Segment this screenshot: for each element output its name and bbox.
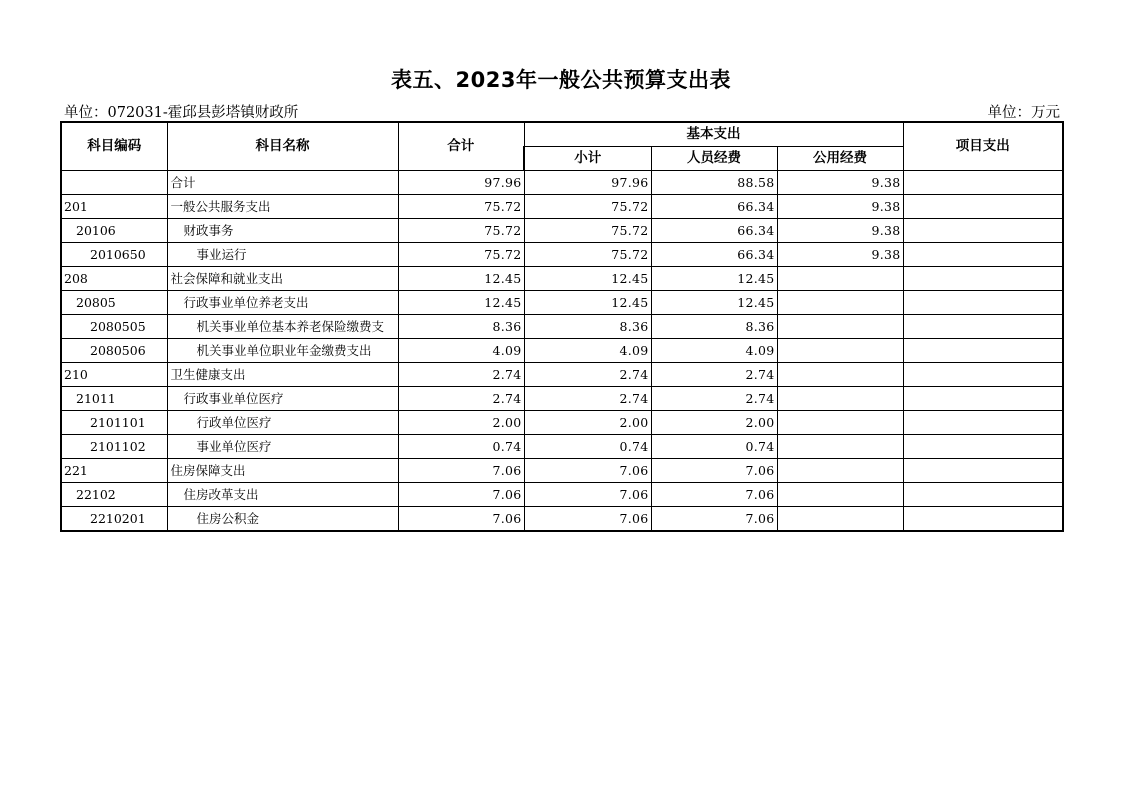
cell-code: 210 <box>61 363 167 387</box>
table-row <box>61 507 1063 532</box>
cell-code: 20805 <box>61 291 167 315</box>
cell-code: 2101102 <box>61 435 167 459</box>
table-row <box>61 291 1063 315</box>
cell-project <box>903 363 1063 387</box>
cell-code: 221 <box>61 459 167 483</box>
cell-subtotal: 97.96 <box>524 171 651 195</box>
cell-name: 住房保障支出 <box>167 459 398 483</box>
cell-subtotal: 7.06 <box>524 483 651 507</box>
cell-name: 财政事务 <box>167 219 398 243</box>
table-body <box>61 171 1063 532</box>
table-row <box>61 459 1063 483</box>
cell-total: 0.74 <box>398 435 524 459</box>
header-project: 项目支出 <box>903 122 1063 171</box>
cell-public <box>777 339 903 363</box>
page-title: 表五、2023年一般公共预算支出表 <box>391 68 731 92</box>
cell-subtotal: 8.36 <box>524 315 651 339</box>
cell-project <box>903 315 1063 339</box>
cell-subtotal: 2.00 <box>524 411 651 435</box>
cell-name: 住房改革支出 <box>167 483 398 507</box>
cell-public <box>777 459 903 483</box>
cell-total: 2.00 <box>398 411 524 435</box>
header-personnel: 人员经费 <box>651 147 777 171</box>
unit-label: 单位：072031-霍邱县彭塔镇财政所 <box>64 105 299 121</box>
cell-project <box>903 459 1063 483</box>
cell-personnel: 0.74 <box>651 435 777 459</box>
cell-public: 9.38 <box>777 171 903 195</box>
cell-code: 20106 <box>61 219 167 243</box>
cell-code: 208 <box>61 267 167 291</box>
cell-total: 75.72 <box>398 195 524 219</box>
cell-personnel: 88.58 <box>651 171 777 195</box>
cell-name: 住房公积金 <box>167 507 398 532</box>
cell-name: 行政单位医疗 <box>167 411 398 435</box>
cell-project <box>903 435 1063 459</box>
cell-code: 22102 <box>61 483 167 507</box>
cell-total: 97.96 <box>398 171 524 195</box>
cell-public <box>777 387 903 411</box>
cell-code: 201 <box>61 195 167 219</box>
cell-name: 社会保障和就业支出 <box>167 267 398 291</box>
table-row <box>61 315 1063 339</box>
cell-name: 合计 <box>167 171 398 195</box>
cell-total: 75.72 <box>398 243 524 267</box>
cell-subtotal: 2.74 <box>524 387 651 411</box>
header-public: 公用经费 <box>777 147 903 171</box>
table-row <box>61 243 1063 267</box>
cell-public <box>777 363 903 387</box>
cell-public: 9.38 <box>777 219 903 243</box>
cell-code: 2101101 <box>61 411 167 435</box>
cell-personnel: 66.34 <box>651 219 777 243</box>
cell-public <box>777 483 903 507</box>
cell-public: 9.38 <box>777 195 903 219</box>
cell-code: 2210201 <box>61 507 167 532</box>
cell-public <box>777 291 903 315</box>
cell-code: 2080505 <box>61 315 167 339</box>
header-name: 科目名称 <box>167 122 398 171</box>
header-basic: 基本支出 <box>524 122 903 147</box>
cell-name: 行政事业单位养老支出 <box>167 291 398 315</box>
table-row <box>61 363 1063 387</box>
cell-personnel: 7.06 <box>651 483 777 507</box>
cell-personnel: 2.00 <box>651 411 777 435</box>
cell-total: 4.09 <box>398 339 524 363</box>
cell-code: 2080506 <box>61 339 167 363</box>
cell-project <box>903 267 1063 291</box>
cell-total: 7.06 <box>398 483 524 507</box>
cell-total: 2.74 <box>398 363 524 387</box>
cell-project <box>903 219 1063 243</box>
cell-personnel: 7.06 <box>651 507 777 532</box>
header-total: 合计 <box>398 122 524 171</box>
cell-personnel: 66.34 <box>651 243 777 267</box>
cell-name: 事业单位医疗 <box>167 435 398 459</box>
table-row <box>61 483 1063 507</box>
cell-name: 卫生健康支出 <box>167 363 398 387</box>
cell-subtotal: 12.45 <box>524 291 651 315</box>
table-row <box>61 411 1063 435</box>
table-row <box>61 387 1063 411</box>
cell-personnel: 4.09 <box>651 339 777 363</box>
cell-subtotal: 2.74 <box>524 363 651 387</box>
cell-subtotal: 7.06 <box>524 507 651 532</box>
cell-project <box>903 243 1063 267</box>
cell-personnel: 8.36 <box>651 315 777 339</box>
cell-project <box>903 195 1063 219</box>
cell-public <box>777 435 903 459</box>
cell-project <box>903 507 1063 532</box>
table-row <box>61 267 1063 291</box>
budget-table <box>60 121 1064 532</box>
cell-public <box>777 507 903 532</box>
cell-subtotal: 75.72 <box>524 219 651 243</box>
cell-project <box>903 171 1063 195</box>
cell-subtotal: 75.72 <box>524 243 651 267</box>
currency-unit-label: 单位：万元 <box>987 105 1060 121</box>
header-subtotal: 小计 <box>524 147 651 171</box>
cell-total: 12.45 <box>398 291 524 315</box>
cell-code: 2010650 <box>61 243 167 267</box>
cell-name: 事业运行 <box>167 243 398 267</box>
cell-project <box>903 339 1063 363</box>
cell-public <box>777 315 903 339</box>
cell-total: 75.72 <box>398 219 524 243</box>
cell-name: 机关事业单位职业年金缴费支出 <box>167 339 398 363</box>
cell-code: 21011 <box>61 387 167 411</box>
cell-total: 7.06 <box>398 507 524 532</box>
cell-project <box>903 387 1063 411</box>
cell-name: 机关事业单位基本养老保险缴费支 <box>167 315 398 339</box>
cell-personnel: 2.74 <box>651 387 777 411</box>
cell-total: 7.06 <box>398 459 524 483</box>
cell-subtotal: 75.72 <box>524 195 651 219</box>
table-row <box>61 219 1063 243</box>
cell-subtotal: 7.06 <box>524 459 651 483</box>
header-code: 科目编码 <box>61 122 167 171</box>
cell-name: 一般公共服务支出 <box>167 195 398 219</box>
cell-subtotal: 0.74 <box>524 435 651 459</box>
cell-public <box>777 411 903 435</box>
cell-public: 9.38 <box>777 243 903 267</box>
cell-public <box>777 267 903 291</box>
table-row <box>61 435 1063 459</box>
cell-project <box>903 411 1063 435</box>
cell-total: 8.36 <box>398 315 524 339</box>
table-row <box>61 171 1063 195</box>
table-row <box>61 195 1063 219</box>
cell-subtotal: 4.09 <box>524 339 651 363</box>
cell-name: 行政事业单位医疗 <box>167 387 398 411</box>
cell-total: 12.45 <box>398 267 524 291</box>
cell-personnel: 66.34 <box>651 195 777 219</box>
cell-project <box>903 483 1063 507</box>
cell-subtotal: 12.45 <box>524 267 651 291</box>
table-row <box>61 339 1063 363</box>
cell-code <box>61 171 167 195</box>
cell-personnel: 12.45 <box>651 267 777 291</box>
cell-personnel: 2.74 <box>651 363 777 387</box>
cell-personnel: 7.06 <box>651 459 777 483</box>
cell-total: 2.74 <box>398 387 524 411</box>
cell-project <box>903 291 1063 315</box>
cell-personnel: 12.45 <box>651 291 777 315</box>
